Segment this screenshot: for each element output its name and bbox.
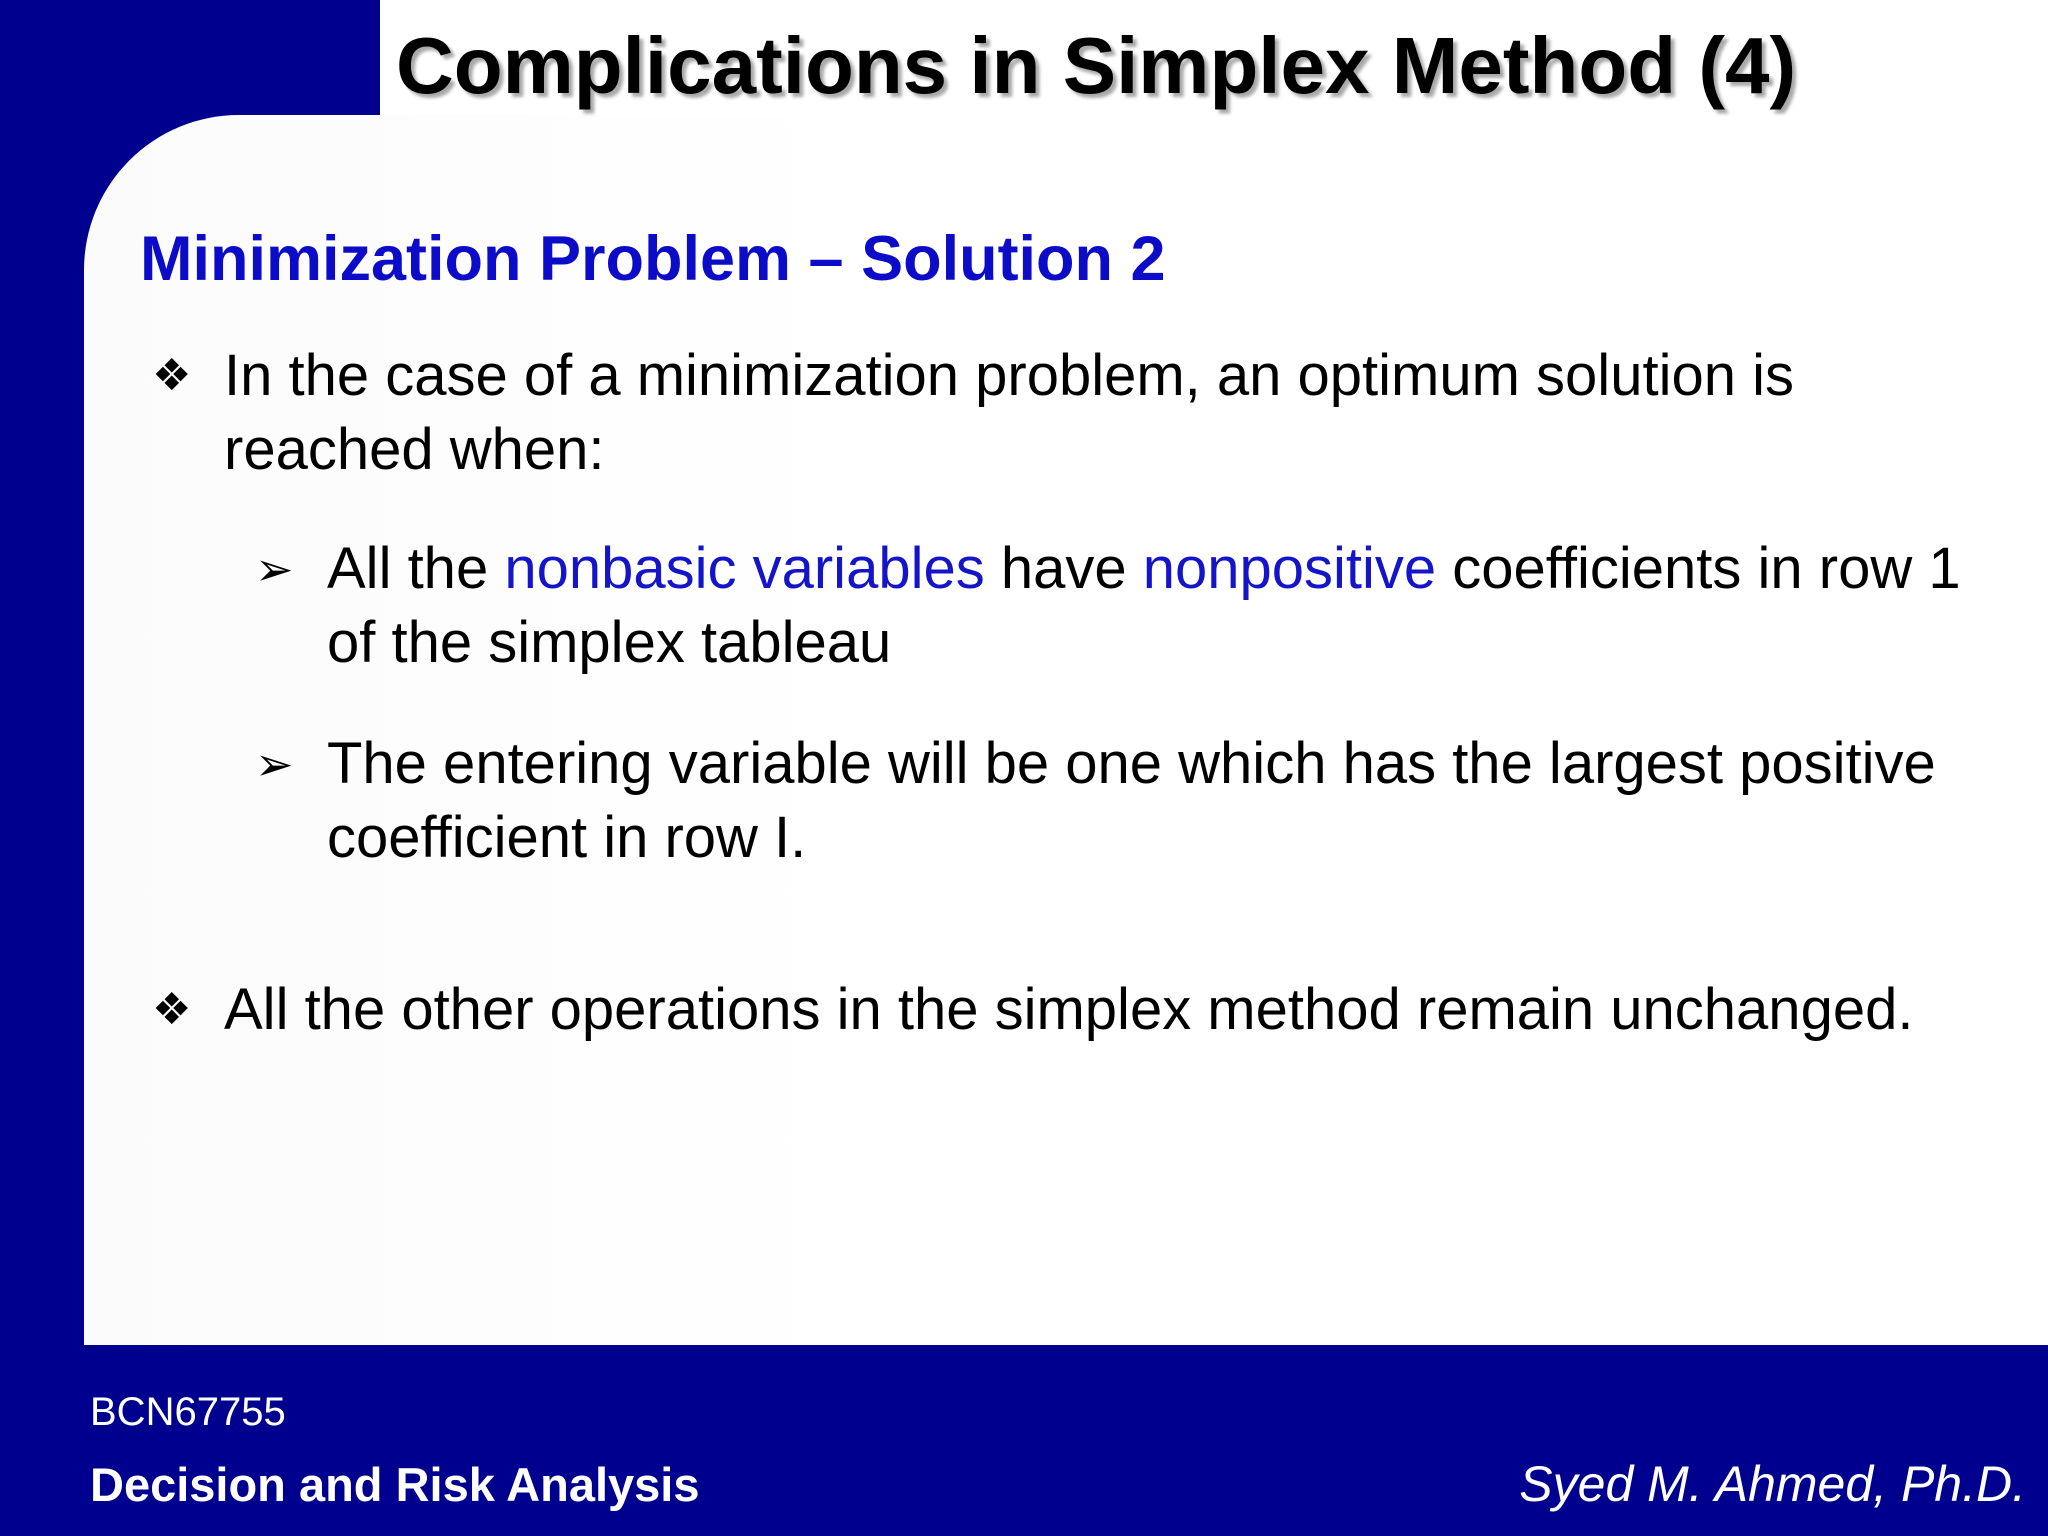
slide-subtitle: Minimization Problem – Solution 2 — [140, 224, 1166, 294]
bullet-text: In the case of a minimization problem, an optimum solution is reached when: — [224, 343, 1794, 482]
diamond-bullet-icon: ❖ — [152, 984, 192, 1035]
footer-author: Syed M. Ahmed, Ph.D. — [1519, 1456, 2026, 1512]
bullet-item — [152, 973, 1972, 1047]
slide-title: Complications in Simplex Method (4) — [396, 21, 1797, 110]
bullet-item — [152, 339, 1972, 487]
arrow-bullet-icon: ➢ — [255, 542, 294, 596]
footer-course-name: Decision and Risk Analysis — [90, 1458, 700, 1511]
sub-bullet-item — [255, 532, 1975, 680]
highlight-nonpositive: nonpositive — [1142, 536, 1437, 601]
text-run: coefficients in row 1 of the simplex tableau — [327, 536, 1961, 675]
text-run: All the — [327, 536, 505, 601]
diamond-bullet-icon: ❖ — [152, 350, 192, 401]
highlight-nonbasic-variables: nonbasic variables — [504, 536, 985, 601]
arrow-bullet-icon: ➢ — [255, 737, 294, 791]
sub-bullet-item — [255, 727, 1975, 875]
footer-course-code: BCN67755 — [90, 1390, 286, 1434]
left-frame-bar — [80, 205, 84, 1345]
bullet-text: All the other operations in the simplex method remain unchanged. — [224, 977, 1914, 1042]
text-run: have — [984, 536, 1143, 601]
sub-bullet-text: The entering variable will be one which has the largest positive coefficient in row I. — [327, 731, 1936, 870]
sub-bullet-text — [327, 532, 1975, 680]
